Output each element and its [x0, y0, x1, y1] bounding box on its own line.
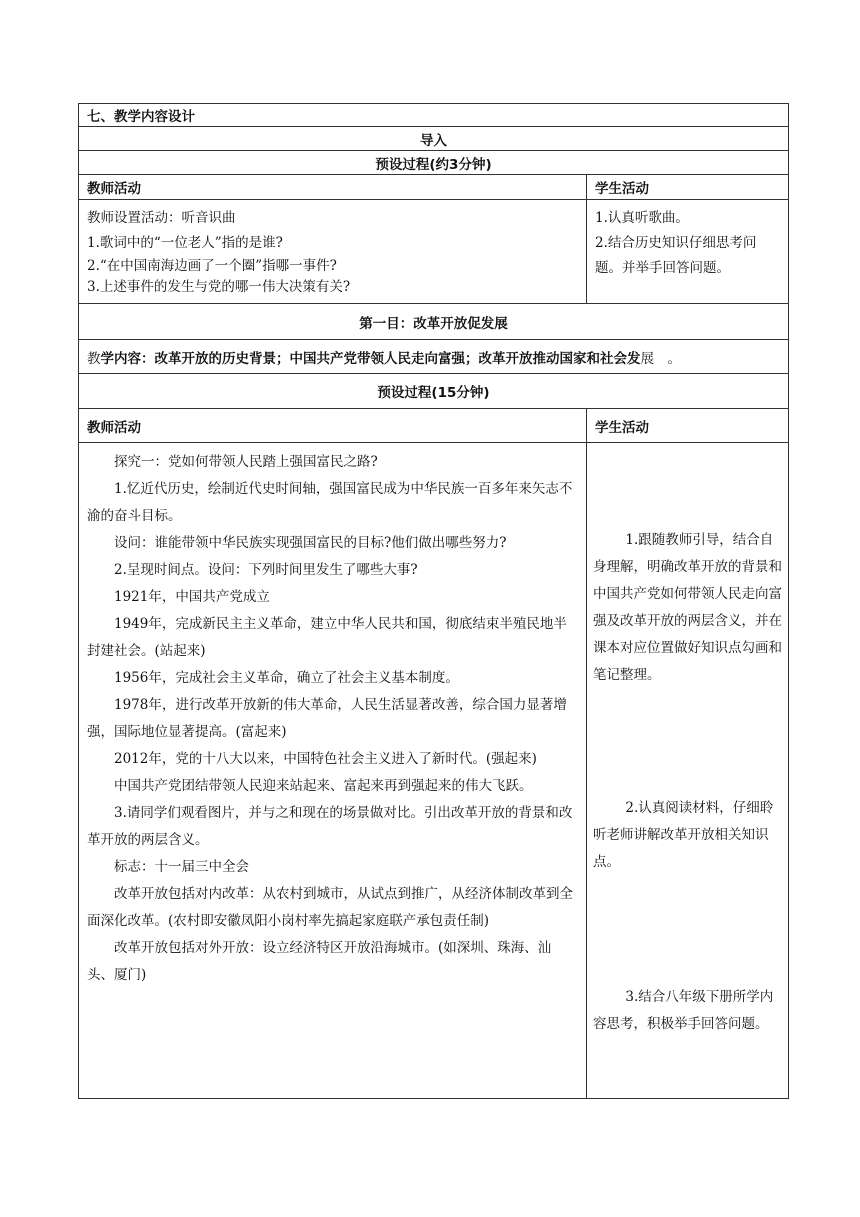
- intro-title: 导入: [79, 127, 789, 151]
- unit1-teacher-paragraph: 1949年，完成新民主主义革命，建立中华人民共和国，彻底结束半殖民地半封建社会。(站起来): [87, 616, 567, 659]
- unit1-teacher-paragraph: 改革开放包括对内改革：从农村到城市，从试点到推广，从经济体制改革到全面深化改革。(农村即安徽凤阳小岗村率先搞起家庭联产承包责任制): [87, 886, 573, 929]
- unit1-teacher-cell: [79, 443, 587, 1099]
- intro-teacher-line: 3.上述事件的发生与党的哪一伟大决策有关?: [87, 279, 351, 295]
- unit1-student-block: 2.认真阅读材料，仔细聆听老师讲解改革开放相关知识点。: [593, 800, 774, 870]
- unit1-teacher-paragraph: 探究一：党如何带领人民踏上强国富民之路?: [114, 454, 378, 470]
- unit1-teacher-paragraph: 设问：谁能带领中华民族实现强国富民的目标?他们做出哪些努力?: [114, 535, 507, 551]
- intro-process: 预设过程(约3分钟): [79, 151, 789, 175]
- unit1-teacher-header: 教师活动: [79, 409, 587, 443]
- unit1-content-bold: 学内容：改革开放的历史背景；中国共产党带领人民走向富强；改革开放推动国家和社会发: [100, 350, 641, 367]
- unit1-teacher-paragraph: 2012年，党的十八大以来，中国特色社会主义进入了新时代。(强起来): [114, 751, 537, 767]
- unit1-content-prefix: 教: [87, 350, 101, 367]
- unit1-teacher-paragraph: 标志：十一届三中全会: [114, 859, 249, 875]
- unit1-student-block: 3.结合八年级下册所学内容思考，积极举手回答问题。: [593, 989, 774, 1032]
- unit1-student-cell: [587, 443, 789, 1099]
- intro-student-line: 1.认真听歌曲。: [595, 210, 689, 226]
- unit1-title: 第一目：改革开放促发展: [79, 304, 789, 340]
- intro-teacher-line: 教师设置活动：听音识曲: [87, 210, 236, 226]
- unit1-teacher-paragraph: 1978年，进行改革开放新的伟大革命，人民生活显著改善，综合国力显著增强，国际地位显著提高。(富起来): [87, 697, 567, 740]
- unit1-teacher-paragraph: 改革开放包括对外开放：设立经济特区开放沿海城市。(如深圳、珠海、汕头、厦门): [87, 940, 552, 983]
- unit1-teacher-paragraph: 3.请同学们观看图片，并与之和现在的场景做对比。引出改革开放的背景和改革开放的两层含义。: [87, 805, 573, 848]
- intro-teacher-cell: [79, 200, 587, 304]
- unit1-teacher-paragraph: 1956年，完成社会主义革命，确立了社会主义基本制度。: [114, 670, 459, 686]
- lesson-design-table: [78, 103, 789, 1099]
- unit1-content: [79, 340, 789, 374]
- unit1-teacher-paragraph: 中国共产党团结带领人民迎来站起来、富起来再到强起来的伟大飞跃。: [114, 778, 533, 794]
- unit1-content-suffix: 展 。: [640, 350, 681, 367]
- intro-student-cell: [587, 200, 789, 304]
- unit1-student-header: 学生活动: [587, 409, 789, 443]
- unit1-process: 预设过程(15分钟): [79, 374, 789, 409]
- unit1-teacher-paragraph: 1921年，中国共产党成立: [114, 589, 270, 605]
- intro-teacher-line: 2.“在中国南海边画了一个圈”指哪一事件?: [87, 258, 337, 274]
- intro-teacher-line: 1.歌词中的“一位老人”指的是谁?: [87, 235, 283, 251]
- unit1-teacher-paragraph: 1.忆近代历史，绘制近代史时间轴，强国富民成为中华民族一百多年来矢志不渝的奋斗目标。: [87, 481, 573, 524]
- unit1-student-block: 1.跟随教师引导，结合自身理解，明确改革开放的背景和中国共产党如何带领人民走向富强及改革开放的两层含义，并在课本对应位置做好知识点勾画和笔记整理。: [593, 532, 782, 683]
- unit1-teacher-paragraph: 2.呈现时间点。设问：下列时间里发生了哪些大事?: [114, 562, 418, 578]
- intro-student-header: 学生活动: [587, 175, 789, 200]
- section-heading: 七、教学内容设计: [79, 104, 789, 127]
- intro-teacher-header: 教师活动: [79, 175, 587, 200]
- intro-student-line: 2.结合历史知识仔细思考问题。并举手回答问题。: [595, 235, 757, 276]
